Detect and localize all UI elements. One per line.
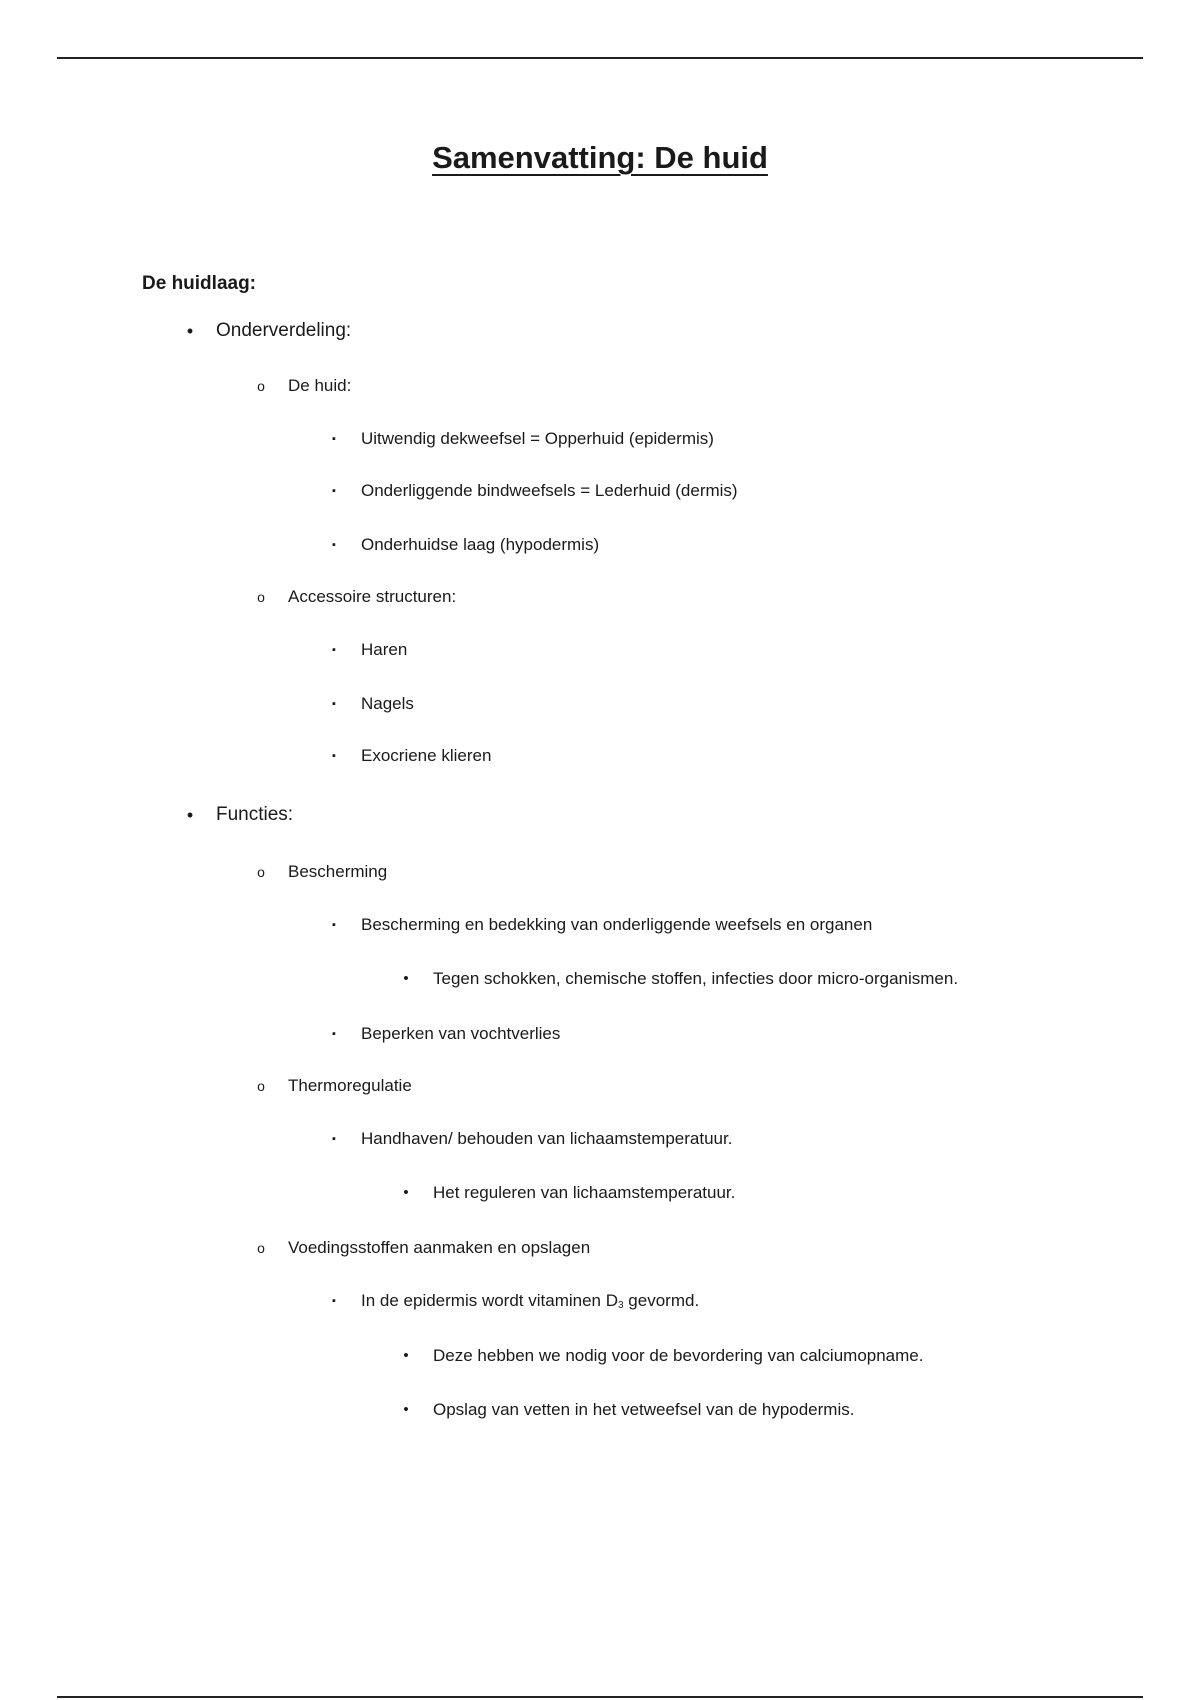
square-bullet-icon: ▪ — [332, 539, 336, 551]
square-bullet-icon: ▪ — [332, 644, 336, 656]
circle-bullet-icon: o — [257, 864, 265, 880]
square-bullet-icon: ▪ — [332, 750, 336, 762]
circle-bullet-icon: o — [257, 1078, 265, 1094]
section-heading: De huidlaag: — [142, 273, 257, 294]
list-item-text: Voedingsstoffen aanmaken en opslagen — [288, 1238, 591, 1257]
list-item-text: Handhaven/ behouden van lichaamstemperatuur. — [361, 1129, 733, 1148]
bullet-icon: • — [403, 1401, 409, 1418]
subscript: 3 — [618, 1300, 624, 1311]
list-item-text: De huid: — [288, 376, 352, 395]
list-item — [257, 375, 352, 397]
list-item — [332, 745, 492, 767]
bullet-icon: • — [186, 805, 194, 825]
list-item-text: Onderhuidse laag (hypodermis) — [361, 535, 600, 554]
bullet-icon: • — [403, 1347, 409, 1364]
list-item-text: Thermoregulatie — [288, 1076, 412, 1095]
list-item-text: Onderliggende bindweefsels = Lederhuid (dermis) — [361, 481, 738, 500]
list-item-text: Haren — [361, 640, 408, 659]
list-item-text: In de epidermis wordt vitaminen D — [361, 1291, 619, 1310]
page-title — [0, 140, 1200, 176]
list-item-text: Onderverdeling: — [216, 320, 352, 341]
list-item-text: Deze hebben we nodig voor de bevordering van calciumopname. — [433, 1346, 924, 1365]
page-title-text: Samenvatting: De huid — [432, 140, 768, 175]
list-item — [257, 586, 457, 608]
circle-bullet-icon: o — [257, 1240, 265, 1256]
list-item — [186, 804, 294, 826]
square-bullet-icon: ▪ — [332, 1295, 336, 1307]
list-item — [332, 639, 408, 661]
bullet-icon: • — [403, 970, 409, 987]
list-item-text: Nagels — [361, 694, 414, 713]
list-item — [257, 1237, 591, 1259]
list-item — [332, 1290, 700, 1317]
list-item — [332, 428, 714, 450]
bullet-icon: • — [403, 1184, 409, 1201]
footer-rule — [57, 1696, 1143, 1698]
list-item — [257, 861, 388, 883]
circle-bullet-icon: o — [257, 589, 265, 605]
list-item-text: Het reguleren van lichaamstemperatuur. — [433, 1183, 736, 1202]
list-item-text: Accessoire structuren: — [288, 587, 457, 606]
list-item-text: Bescherming en bedekking van onderliggende weefsels en organen — [361, 915, 873, 934]
list-item — [332, 534, 600, 556]
list-item-text-after: gevormd. — [623, 1291, 700, 1310]
list-item — [332, 480, 738, 502]
square-bullet-icon: ▪ — [332, 1028, 336, 1040]
list-item — [332, 693, 414, 715]
list-item — [332, 1023, 561, 1045]
square-bullet-icon: ▪ — [332, 485, 336, 497]
list-item — [403, 968, 959, 990]
list-item-text: Opslag van vetten in het vetweefsel van de hypodermis. — [433, 1400, 855, 1419]
list-item — [403, 1182, 736, 1204]
square-bullet-icon: ▪ — [332, 1133, 336, 1145]
list-item — [403, 1345, 924, 1367]
list-item — [257, 1075, 412, 1097]
square-bullet-icon: ▪ — [332, 698, 336, 710]
list-item-text: Beperken van vochtverlies — [361, 1024, 561, 1043]
list-item — [332, 1128, 733, 1150]
list-item-text: Tegen schokken, chemische stoffen, infecties door micro-organismen. — [433, 969, 959, 988]
square-bullet-icon: ▪ — [332, 433, 336, 445]
square-bullet-icon: ▪ — [332, 919, 336, 931]
list-item-text: Bescherming — [288, 862, 388, 881]
list-item-text: Uitwendig dekweefsel = Opperhuid (epidermis) — [361, 429, 714, 448]
circle-bullet-icon: o — [257, 378, 265, 394]
header-rule — [57, 57, 1143, 59]
bullet-icon: • — [186, 321, 194, 341]
list-item — [403, 1399, 855, 1421]
list-item-text: Exocriene klieren — [361, 746, 492, 765]
list-item — [186, 320, 352, 342]
list-item — [332, 914, 873, 936]
list-item-text: Functies: — [216, 804, 294, 825]
